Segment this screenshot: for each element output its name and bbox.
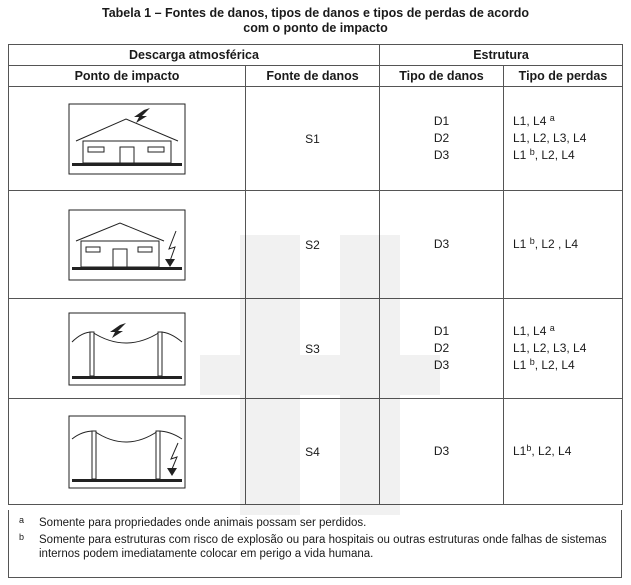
dano-item: D1 (433, 324, 450, 338)
table-row (9, 399, 623, 505)
footnote-ref: b (529, 236, 535, 246)
table-title-line-1: Tabela 1 – Fontes de danos, tipos de danos e tipos de perdas de acordo (102, 6, 529, 20)
footnote-ref: b (526, 443, 532, 453)
dano-item: D3 (433, 358, 450, 372)
structure-nearby-strike-illustration (68, 209, 186, 281)
table-title (0, 6, 631, 36)
fonte-cell: S4 (246, 399, 380, 505)
dano-item: D2 (433, 131, 450, 145)
perda-item: L1, L2, L3, L4 (513, 131, 587, 145)
impact-point-cell (9, 399, 246, 505)
table-title-line-2: com o ponto de impacto (243, 21, 388, 35)
header-descarga: Descarga atmosférica (9, 45, 380, 66)
footnote-b (9, 533, 621, 561)
line-direct-strike-illustration (68, 312, 186, 386)
danos-cell (380, 399, 504, 505)
fonte-cell: S1 (246, 87, 380, 191)
perdas-cell (504, 87, 623, 191)
header-estrutura: Estrutura (380, 45, 623, 66)
perda-item: L1, L4 $^a$ (513, 323, 555, 338)
column-header-row (9, 66, 623, 87)
footnote-text: Somente para estruturas com risco de explosão ou para hospitais ou outras estruturas onde falhas de sistemas internos podem imediatamente colocar em perigo a vida humana. (39, 534, 607, 560)
dano-item: D3 (433, 444, 450, 458)
fonte-cell: S2 (246, 191, 380, 299)
dano-item: D3 (433, 148, 450, 162)
header-ponto-de-impacto: Ponto de impacto (9, 66, 246, 87)
table-row (9, 299, 623, 399)
fonte-cell: S3 (246, 299, 380, 399)
impact-point-cell (9, 87, 246, 191)
structure-direct-strike-illustration (68, 103, 186, 175)
impact-point-cell (9, 191, 246, 299)
footnote-ref: a (549, 113, 555, 123)
header-fonte-de-danos: Fonte de danos (246, 66, 380, 87)
danos-cell (380, 191, 504, 299)
damage-table (8, 44, 623, 505)
footnote-ref: b (529, 147, 535, 157)
footnote-mark: a (19, 515, 25, 525)
dano-item: D1 (433, 114, 450, 128)
footnotes (8, 510, 622, 578)
perda-item: L1 $^b$, L2 , L4 (513, 236, 579, 251)
impact-point-cell (9, 299, 246, 399)
header-tipo-de-perdas: Tipo de perdas (504, 66, 623, 87)
line-nearby-strike-illustration (68, 415, 186, 489)
table-row (9, 87, 623, 191)
perdas-cell (504, 299, 623, 399)
perda-item: L1, L2, L3, L4 (513, 341, 587, 355)
group-header-row (9, 45, 623, 66)
footnote-ref: a (549, 323, 555, 333)
perda-item: L1 $^b$, L2, L4 (513, 357, 575, 372)
danos-cell (380, 87, 504, 191)
perdas-cell (504, 399, 623, 505)
header-tipo-de-danos: Tipo de danos (380, 66, 504, 87)
table-row (9, 191, 623, 299)
perdas-cell (504, 191, 623, 299)
footnote-ref: b (529, 357, 535, 367)
perda-item: L1 $^b$, L2, L4 (513, 147, 575, 162)
danos-cell (380, 299, 504, 399)
footnote-text: Somente para propriedades onde animais possam ser perdidos. (39, 517, 367, 529)
footnote-mark: b (19, 532, 25, 542)
dano-item: D3 (433, 237, 450, 251)
footnote-a (9, 516, 621, 530)
dano-item: D2 (433, 341, 450, 355)
perda-item: L1, L4 $^a$ (513, 113, 555, 128)
perda-item: L1$^b$, L2, L4 (513, 443, 572, 458)
